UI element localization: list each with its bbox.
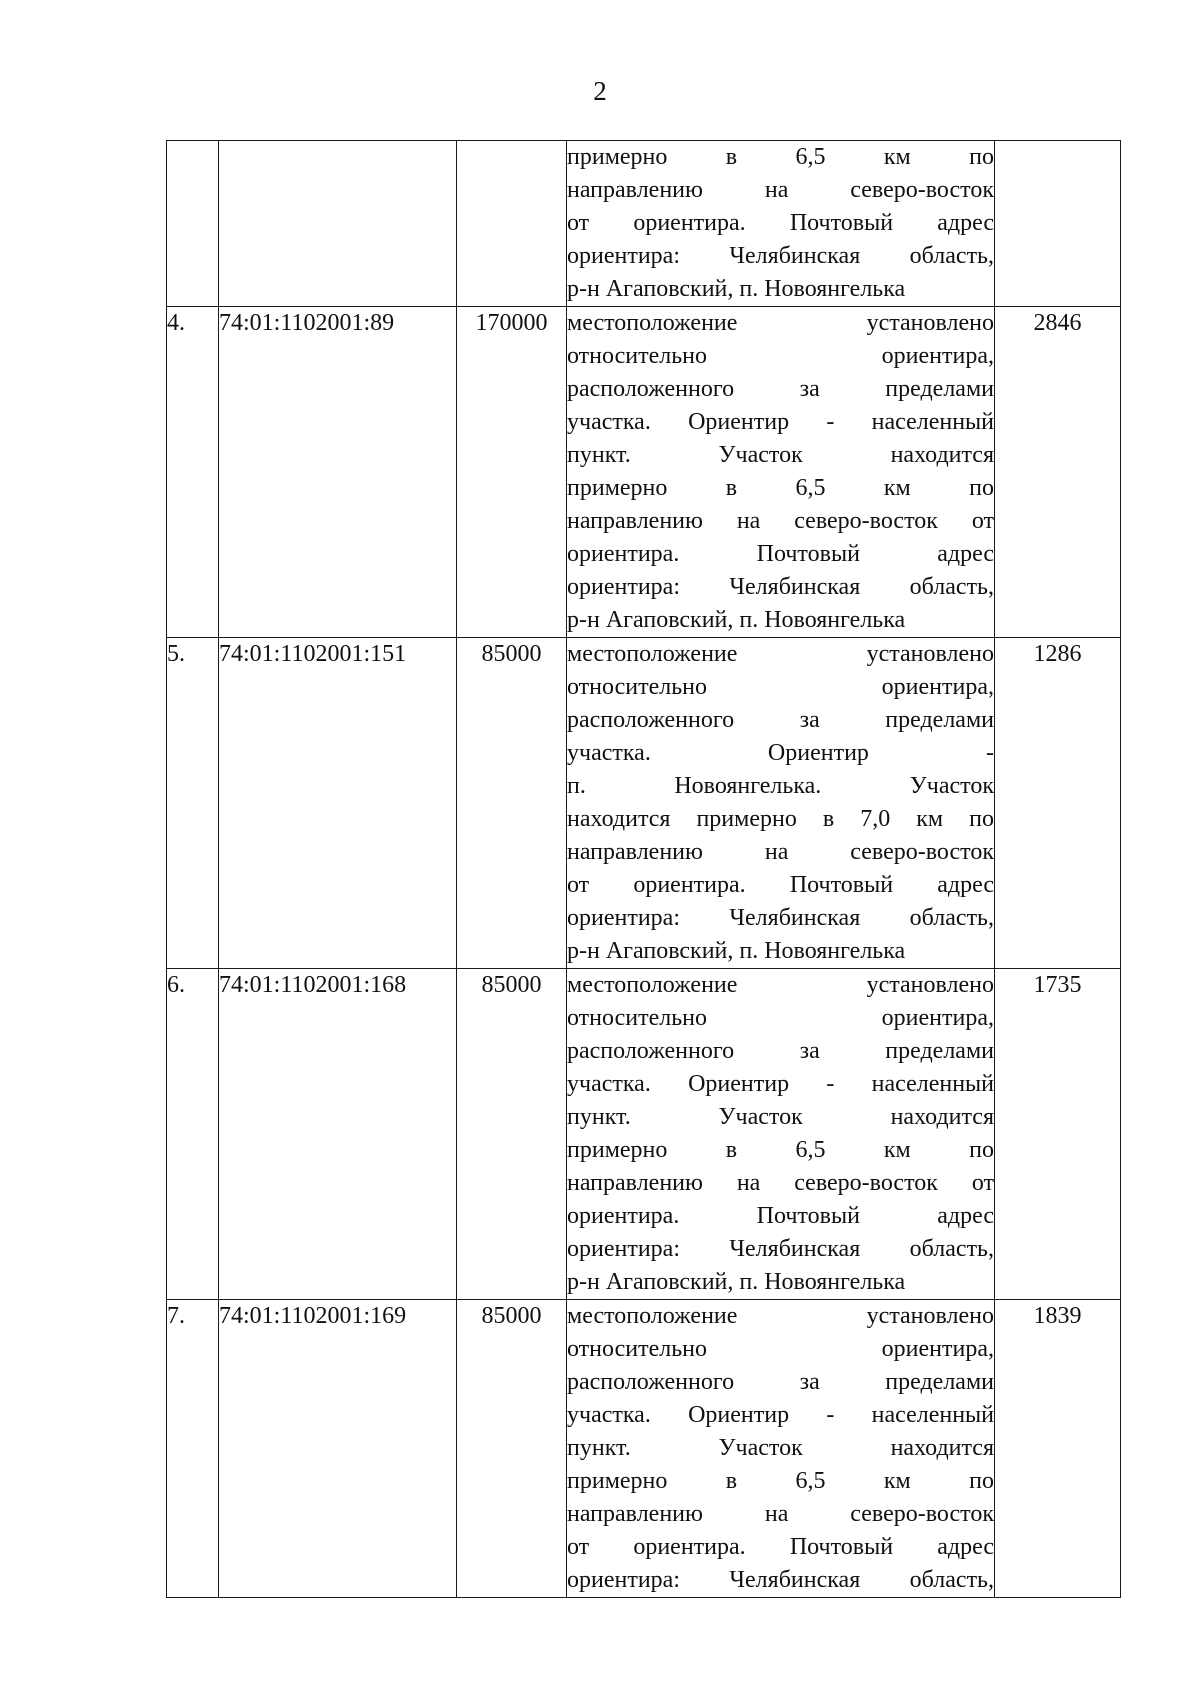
row-number-cell: 7.	[167, 1300, 219, 1598]
location-cell	[567, 1300, 995, 1598]
location-line: ориентира. Почтовый адрес	[567, 541, 994, 567]
location-line: относительно ориентира,	[567, 343, 994, 369]
value-cell: 1735	[995, 969, 1121, 1300]
table-row	[167, 141, 1121, 307]
location-line: примерно в 6,5 км по	[567, 144, 994, 170]
location-cell	[567, 638, 995, 969]
location-line: направлению на северо-восток	[567, 839, 994, 865]
location-cell	[567, 307, 995, 638]
area-cell	[457, 141, 567, 307]
table-row	[167, 969, 1121, 1300]
area-cell: 85000	[457, 638, 567, 969]
location-line: п. Новоянгелька. Участок	[567, 773, 994, 799]
cadastral-number-cell: 74:01:1102001:151	[219, 638, 457, 969]
location-line: р-н Агаповский, п. Новоянгелька	[567, 276, 906, 302]
location-cell	[567, 141, 995, 307]
row-number-cell: 6.	[167, 969, 219, 1300]
cadastral-number-cell: 74:01:1102001:169	[219, 1300, 457, 1598]
cadastral-number-cell	[219, 141, 457, 307]
cadastral-number-cell: 74:01:1102001:89	[219, 307, 457, 638]
cadastral-number-cell: 74:01:1102001:168	[219, 969, 457, 1300]
area-cell: 85000	[457, 1300, 567, 1598]
location-line: примерно в 6,5 км по	[567, 1137, 994, 1163]
location-line: относительно ориентира,	[567, 674, 994, 700]
value-cell: 1839	[995, 1300, 1121, 1598]
location-line: направлению на северо-восток от	[567, 508, 994, 534]
land-plots-table	[166, 140, 1121, 1598]
table-row	[167, 638, 1121, 969]
value-cell	[995, 141, 1121, 307]
area-cell: 170000	[457, 307, 567, 638]
location-line: от ориентира. Почтовый адрес	[567, 872, 994, 898]
value-cell: 1286	[995, 638, 1121, 969]
location-line: направлению на северо-восток	[567, 177, 994, 203]
location-line: примерно в 6,5 км по	[567, 475, 994, 501]
location-line: находится примерно в 7,0 км по	[567, 806, 994, 832]
location-line: местоположение установлено	[567, 972, 994, 998]
row-number-cell: 5.	[167, 638, 219, 969]
location-line: участка. Ориентир -	[567, 740, 994, 766]
location-cell	[567, 969, 995, 1300]
location-line: расположенного за пределами	[567, 1038, 994, 1064]
location-line: р-н Агаповский, п. Новоянгелька	[567, 1269, 906, 1295]
location-line: местоположение установлено	[567, 641, 994, 667]
value-cell: 2846	[995, 307, 1121, 638]
location-line: участка. Ориентир - населенный	[567, 1071, 994, 1097]
table-row	[167, 1300, 1121, 1598]
row-number-cell	[167, 141, 219, 307]
location-line: пункт. Участок находится	[567, 442, 994, 468]
location-line: р-н Агаповский, п. Новоянгелька	[567, 607, 906, 633]
location-line: ориентира: Челябинская область,	[567, 905, 994, 931]
area-cell: 85000	[457, 969, 567, 1300]
location-line: расположенного за пределами	[567, 1369, 994, 1395]
table-row	[167, 307, 1121, 638]
location-line: р-н Агаповский, п. Новоянгелька	[567, 938, 906, 964]
location-line: от ориентира. Почтовый адрес	[567, 1534, 994, 1560]
location-line: участка. Ориентир - населенный	[567, 409, 994, 435]
location-line: направлению на северо-восток от	[567, 1170, 994, 1196]
location-line: ориентира. Почтовый адрес	[567, 1203, 994, 1229]
location-line: ориентира: Челябинская область,	[567, 1567, 994, 1593]
table-body	[167, 141, 1121, 1598]
location-line: местоположение установлено	[567, 310, 994, 336]
location-line: от ориентира. Почтовый адрес	[567, 210, 994, 236]
location-line: относительно ориентира,	[567, 1336, 994, 1362]
location-line: участка. Ориентир - населенный	[567, 1402, 994, 1428]
page-number: 2	[593, 76, 607, 106]
row-number-cell: 4.	[167, 307, 219, 638]
location-line: относительно ориентира,	[567, 1005, 994, 1031]
location-line: примерно в 6,5 км по	[567, 1468, 994, 1494]
location-line: ориентира: Челябинская область,	[567, 1236, 994, 1262]
location-line: направлению на северо-восток	[567, 1501, 994, 1527]
location-line: пункт. Участок находится	[567, 1104, 994, 1130]
location-line: расположенного за пределами	[567, 707, 994, 733]
location-line: пункт. Участок находится	[567, 1435, 994, 1461]
location-line: местоположение установлено	[567, 1303, 994, 1329]
location-line: ориентира: Челябинская область,	[567, 243, 994, 269]
location-line: расположенного за пределами	[567, 376, 994, 402]
location-line: ориентира: Челябинская область,	[567, 574, 994, 600]
